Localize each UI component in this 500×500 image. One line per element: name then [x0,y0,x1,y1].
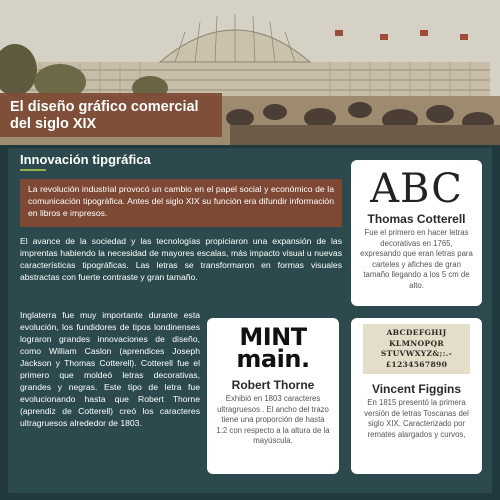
card-name: Thomas Cotterell [367,212,466,226]
card-description: En 1815 presentó la primera versión de letras Toscanas del siglo XIX. Caracterizado por remates alargados y curvos, [364,398,469,439]
card-description: Exhibió en 1803 caracteres ultragruesos . El ancho del trazo tiene una proporción de hasta 1:2 con respecto a la altura de la mayúscula. [216,394,330,446]
card-name: Vincent Figgins [371,382,462,396]
abc-type-sample: ABC [370,166,463,212]
section-title: Innovación tipgráfica [20,152,151,167]
header-title-line2: del siglo XIX [10,116,97,132]
section-title-underline [20,169,46,171]
header-illustration [0,0,500,145]
tuscan-sample-line4: £1234567890 [385,359,448,369]
card-thomas-cotterell [351,160,482,306]
paragraph-2: Inglaterra fue muy importante durante esta evolución, los fundidores de tipos londinenses lograron grandes innovaciones de diseño, como William Caslon (aprendices Joseph Jackson y Thomas Cotterell). Cotterell fue el primero que moldeó letras decorativas, grandes y negras. Este tipo de letra fue evolucionando hasta que Robert Thorne (aprendiz de Cotterell) creó los caracteres ultragruesos alrededor de 1803. [20,310,200,428]
card-description: Fue el primero en hacer letras decorativas en 1765, expresando que eran letras para carteles y afiches de gran tamaño llegando a los 5 cm de alto. [360,228,473,290]
card-robert-thorne [207,318,339,474]
tuscan-type-sample [363,324,470,374]
card-vincent-figgins [351,318,482,474]
paragraph-1: El avance de la sociedad y las tecnologías propiciaron una expansión de las imprentas habiendo la necesidad de mayores escalas, más impacto visual u nuevas características tipográficas. Las letras se transformaron en formas visuales abstractas con fuerte contraste y gran tamaño. [20,236,342,282]
mint-sample-line2: main. [236,345,310,373]
mint-sample-line1: MINT [239,323,307,351]
header-title-line1: El diseño gráfico comercial [10,99,199,115]
tuscan-sample-line1: ABCDEFGHIJ [386,328,447,337]
card-name: Robert Thorne [231,378,315,392]
header-title-box [0,93,222,137]
tuscan-sample-line2: KLMNOPQR [389,338,444,348]
tuscan-sample-line3: STUVWXYZ&;:.- [380,349,453,359]
intro-box: La revolución industrial provocó un cambio en el papel social y económico de la comunicación tipográfica. Antes del siglo XIX su función era difundir información en libros e impresos. [20,179,342,227]
mint-type-sample [207,323,339,373]
